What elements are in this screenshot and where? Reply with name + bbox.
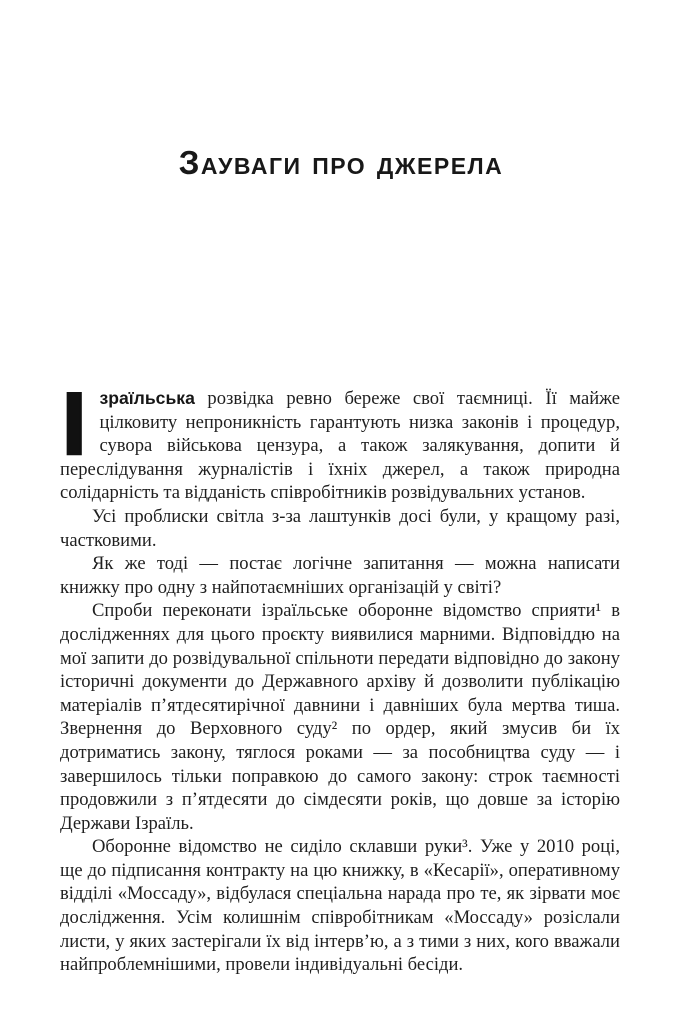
lead-word: зраїльська [99, 388, 195, 408]
paragraph-4: Спроби переконати ізраїльське оборонне відомство сприяти¹ в дослідженнях для цього проєкту виявилися марними. Відповіддю на мої запити до розвідувальної спільноти передати відповідно до закону історичні документи до Державного архіву й дозволити публікацію матеріалів п’ятдесятирічної давнини і давніших була мертва тиша. Звернення до Верховного суду² по ордер, який змусив би їх дотриматись закону, тяглося роками — за пособництва суду — і завершилось тільки поправкою до самого закону: строк таємності продовжили з п’ятдесяти до сімдесяти років, що довше за історію Держави Ізраїль. [60, 600, 620, 834]
chapter-title: Зауваги про джерела [178, 144, 504, 181]
paragraph-3: Як же тоді — постає логічне запитання — можна написати книжку про одну з найпотаємніших організацій у світі? [60, 553, 620, 598]
dropcap-letter: І [62, 374, 87, 473]
body-text [60, 374, 620, 977]
paragraph-1-text: розвідка ревно береже свої таємниці. Її майже цілковиту непроникність гарантують низка законів і процедур, сувора військова цензура, а також залякування, допити й переслідування журналістів і їхніх джерел, а також природна солідарність та відданість співробітників розвідувальних установ. [60, 388, 620, 504]
paragraph-2: Усі проблиски світла з-за лаштунків досі були, у кращому разі, частковими. [60, 505, 620, 551]
paragraph-5: Оборонне відомство не сиділо склавши руки³. Уже у 2010 році, ще до підписання контракту на цю книжку, в «Кесарії», оперативному відділі «Моссаду», відбулася спеціальна нарада про те, як зірвати моє дослідження. Усім колишнім співробітникам «Моссаду» розіслали листи, у яких застерігали їх від інтерв’ю, а з тими з них, кого вважали найпроблемнішими, провели індивідуальні бесіди. [60, 836, 620, 976]
paragraph-1 [60, 374, 620, 505]
